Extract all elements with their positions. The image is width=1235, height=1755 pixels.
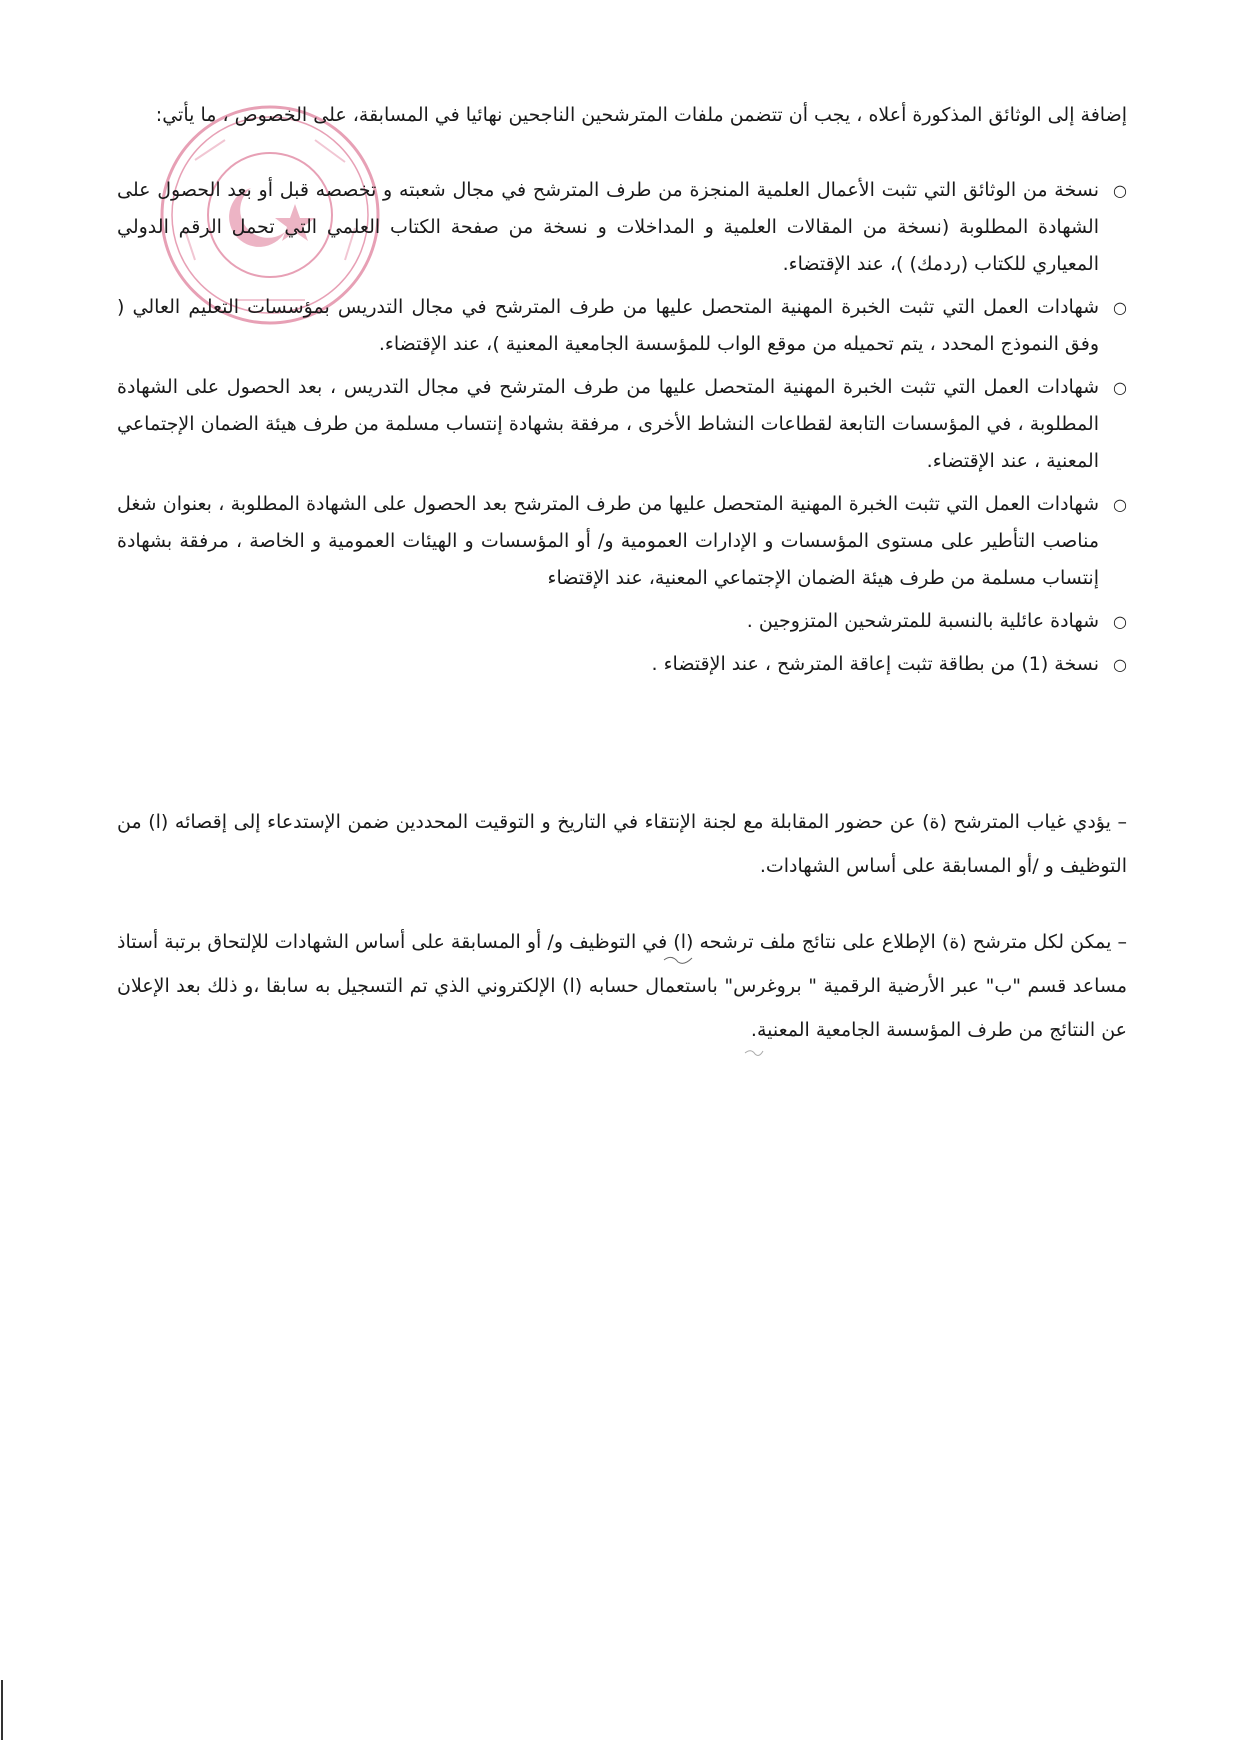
list-item xyxy=(117,486,1127,597)
circle-bullet-icon: ○ xyxy=(1113,378,1127,397)
list-item-text: نسخة من الوثائق التي تثبت الأعمال العلمية المنجزة من طرف المترشح في مجال شعبته و تخصصه قبل أو بعد الحصول على الشهادة المطلوبة (نسخة من المقالات العلمية و المداخلات و نسخة من صفحة الكتاب العلمي التي تحمل الرقم الدولي المعياري للكتاب (ردمك) )، عند الإقتضاء. xyxy=(117,179,1099,275)
circle-bullet-icon: ○ xyxy=(1113,612,1127,631)
scan-mark-icon xyxy=(0,1680,6,1740)
list-item-text: شهادة عائلية بالنسبة للمترشحين المتزوجين . xyxy=(746,610,1099,632)
intro-paragraph: إضافة إلى الوثائق المذكورة أعلاه ، يجب أن تتضمن ملفات المترشحين الناجحين نهائيا في المسابقة، على الخصوص ، ما يأتي: xyxy=(155,104,1127,126)
list-item-text: نسخة (1) من بطاقة تثبت إعاقة المترشح ، عند الإقتضاء . xyxy=(651,653,1099,675)
list-item xyxy=(117,646,1127,683)
results-note: – يمكن لكل مترشح (ة) الإطلاع على نتائج ملف ترشحه (ا) في التوظيف و/ أو المسابقة على أساس الشهادات للإلتحاق برتبة أستاذ مساعد قسم "ب" عبر الأرضية الرقمية " بروغرس" باستعمال حسابه (ا) الإلكتروني الذي تم التسجيل به سابقا ،و ذلك بعد الإعلان عن النتائج من طرف المؤسسة الجامعية المعنية. xyxy=(117,931,1127,1041)
list-item-text: شهادات العمل التي تثبت الخبرة المهنية المتحصل عليها من طرف المترشح في مجال التدريس بمؤسسات التعليم العالي ( وفق النموذج المحدد ، يتم تحميله من موقع الواب للمؤسسة الجامعية المعنية )، عند الإقتضاء. xyxy=(117,296,1099,355)
circle-bullet-icon: ○ xyxy=(1113,495,1127,514)
circle-bullet-icon: ○ xyxy=(1113,298,1127,317)
absence-note: – يؤدي غياب المترشح (ة) عن حضور المقابلة مع لجنة الإنتقاء في التاريخ و التوقيت المحددين ضمن الإستدعاء إلى إقصائه (ا) من التوظيف و /أو المسابقة على أساس الشهادات. xyxy=(117,811,1127,877)
circle-bullet-icon: ○ xyxy=(1113,655,1127,674)
list-item xyxy=(117,289,1127,363)
list-item xyxy=(117,172,1127,283)
list-item xyxy=(117,369,1127,480)
required-documents-list xyxy=(117,172,1127,689)
circle-bullet-icon: ○ xyxy=(1113,181,1127,200)
list-item-text: شهادات العمل التي تثبت الخبرة المهنية المتحصل عليها من طرف المترشح في مجال التدريس ، بعد الحصول على الشهادة المطلوبة ، في المؤسسات التابعة لقطاعات النشاط الأخرى ، مرفقة بشهادة إنتساب مسلمة من طرف هيئة الضمان الإجتماعي المعنية ، عند الإقتضاء. xyxy=(117,376,1099,472)
list-item xyxy=(117,603,1127,640)
list-item-text: شهادات العمل التي تثبت الخبرة المهنية المتحصل عليها من طرف المترشح بعد الحصول على الشهادة المطلوبة ، بعنوان شغل مناصب التأطير على مستوى المؤسسات و الإدارات العمومية و/ أو المؤسسات و الهيئات العمومية و الخاصة ، مرفقة بشهادة إنتساب مسلمة من طرف هيئة الضمان الإجتماعي المعنية، عند الإقتضاء xyxy=(117,493,1099,589)
